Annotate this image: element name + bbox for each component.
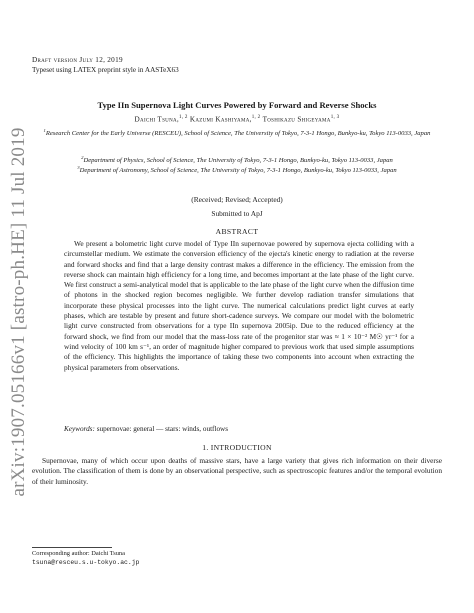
draft-version: Draft version July 12, 2019 bbox=[32, 56, 123, 64]
affiliation-number: 1 bbox=[43, 128, 46, 133]
typeset-note: Typeset using LATEX preprint style in AASTeX63 bbox=[32, 66, 179, 74]
submitted-line: Submitted to ApJ bbox=[211, 209, 263, 218]
abstract-heading: ABSTRACT bbox=[215, 227, 259, 236]
keywords-text: supernovae: general — stars: winds, outflows bbox=[96, 425, 229, 433]
author-name: Daichi Tsuna, bbox=[134, 115, 179, 124]
affiliation-1 bbox=[32, 126, 442, 138]
author-affiliation-marker: 1, 2 bbox=[251, 115, 261, 120]
introduction-body: Supernovae, many of which occur upon deaths of massive stars, have a large variety that gives rich information on their diverse evolution. The classification of them is done by an observational perspective, such as spectroscopic features and/or the temporal evolution of their luminosity. bbox=[32, 456, 442, 486]
footnote-divider bbox=[32, 547, 112, 548]
affiliation-text: Department of Physics, School of Science, The University of Tokyo, 7-3-1 Hongo, Bunkyo-ku, Tokyo 113-0033, Japan bbox=[83, 157, 393, 165]
author-affiliation-marker: 1, 3 bbox=[330, 115, 340, 120]
affiliation-number: 2 bbox=[81, 155, 84, 160]
author-list bbox=[0, 115, 474, 123]
received-line: (Received; Revised; Accepted) bbox=[191, 195, 283, 204]
keywords bbox=[64, 425, 414, 433]
author-affiliation-marker: 1, 2 bbox=[179, 115, 188, 120]
author-email: tsuna@resceu.s.u-tokyo.ac.jp bbox=[32, 559, 140, 566]
affiliation-text: Department of Astronomy, School of Science, The University of Tokyo, 7-3-1 Hongo, Bunkyo-ku, Tokyo 113-0033, Japan bbox=[79, 167, 397, 175]
keywords-label: Keywords: bbox=[64, 425, 95, 433]
author-name: Kazumi Kashiyama, bbox=[189, 115, 252, 124]
affiliation-3 bbox=[32, 163, 442, 175]
corresponding-author: Corresponding author: Daichi Tsuna bbox=[32, 550, 125, 557]
paper-title: Type IIn Supernova Light Curves Powered by Forward and Reverse Shocks bbox=[97, 100, 377, 110]
abstract-body: We present a bolometric light curve model of Type IIn supernovae powered by supernova ejecta colliding with a circumstellar medium. We estimate the conversion efficiency of the ejecta's kinetic energy to radiation at the reverse and forward shocks and find that a large density contrast makes a difference in the efficiency. The emission from the reverse shock can maintain high efficiency for a long time, and becomes important at the late phase of the light curve. We first construct a semi-analytical model that is applicable to the late phase of the light curve when the diffusion time of photons in the shocked region becomes negligible. We further develop radiation transfer simulations that incorporate these physical processes into the light curve. The numerical calculations predict light curves at early phases, which are testable by present and future short-cadence surveys. We compare our model with the bolometric light curve constructed from observations for a type IIn supernova 2005ip. Due to the reduced efficiency at the forward shock, we find from our model that the mass-loss rate of the progenitor star was ≈ 1 × 10⁻² M☉ yr⁻¹ for a wind velocity of 100 km s⁻¹, an order of magnitude higher compared to previous work that used simple assumptions of the efficiency. This highlights the importance of taking these two components into account when extracting the physical parameters from observations. bbox=[64, 239, 414, 372]
affiliation-text: Research Center for the Early Universe (RESCEU), School of Science, The University of Tokyo, 7-3-1 Hongo, Bunkyo-ku, Tokyo 113-0033, Japan bbox=[45, 130, 431, 138]
section-heading-introduction: 1. INTRODUCTION bbox=[202, 443, 272, 452]
arxiv-identifier: arXiv:1907.05166v1 [astro-ph.HE] 11 Jul 2019 bbox=[8, 127, 29, 497]
author-name: Toshikazu Shigeyama bbox=[262, 115, 331, 124]
affiliation-number: 3 bbox=[77, 165, 80, 170]
